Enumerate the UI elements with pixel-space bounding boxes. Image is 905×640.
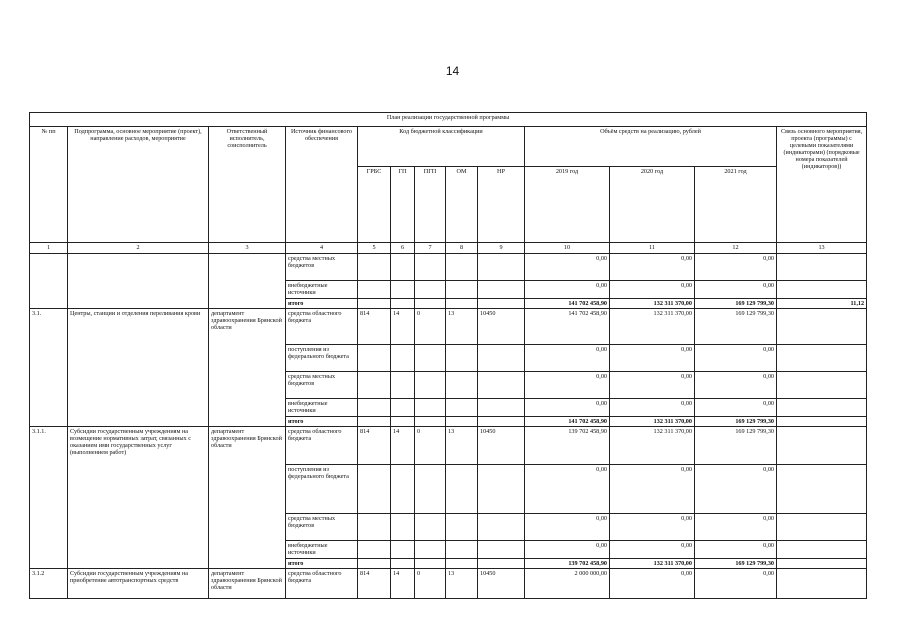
- pgp-cell: [415, 372, 446, 399]
- grbs-cell: 814: [358, 309, 391, 345]
- value-2021: 169 129 799,30: [695, 299, 777, 309]
- table-title: План реализации государственной программы: [30, 113, 867, 127]
- gp-cell: [391, 299, 415, 309]
- activity-name: Центры, станции и отделения переливания крови: [68, 309, 209, 427]
- gp-cell: [391, 345, 415, 372]
- nr-cell: [478, 559, 525, 569]
- source-cell: поступления из федерального бюджета: [286, 465, 358, 514]
- plan-table: [29, 112, 867, 599]
- source-cell: средства областного бюджета: [286, 569, 358, 599]
- nr-cell: [478, 372, 525, 399]
- value-2020: 0,00: [610, 399, 695, 417]
- column-number: 6: [391, 243, 415, 254]
- table-row: [30, 254, 867, 281]
- pgp-cell: [415, 559, 446, 569]
- om-cell: [446, 559, 478, 569]
- table-row: [30, 427, 867, 465]
- gp-cell: [391, 417, 415, 427]
- om-cell: [446, 372, 478, 399]
- value-2021: 0,00: [695, 254, 777, 281]
- om-cell: 13: [446, 569, 478, 599]
- indicator-link: [777, 427, 867, 465]
- gp-cell: 14: [391, 309, 415, 345]
- om-cell: [446, 465, 478, 514]
- value-2019: 2 000 000,00: [525, 569, 610, 599]
- header-budget-code: Код бюджетной классификации: [358, 127, 525, 167]
- value-2021: 169 129 799,30: [695, 417, 777, 427]
- source-cell: средства местных бюджетов: [286, 372, 358, 399]
- grbs-cell: 814: [358, 427, 391, 465]
- column-number: 8: [446, 243, 478, 254]
- row-number: [30, 254, 68, 309]
- nr-cell: [478, 465, 525, 514]
- indicator-link: [777, 281, 867, 299]
- value-2021: 0,00: [695, 345, 777, 372]
- nr-cell: [478, 281, 525, 299]
- value-2020: 132 311 370,00: [610, 427, 695, 465]
- value-2021: 0,00: [695, 465, 777, 514]
- column-number: 9: [478, 243, 525, 254]
- row-number: 3.1.: [30, 309, 68, 427]
- gp-cell: 14: [391, 427, 415, 465]
- table-row: [30, 569, 867, 599]
- pgp-cell: [415, 345, 446, 372]
- pgp-cell: 0: [415, 569, 446, 599]
- gp-cell: [391, 541, 415, 559]
- value-2021: 0,00: [695, 399, 777, 417]
- value-2021: 169 129 799,30: [695, 427, 777, 465]
- grbs-cell: [358, 559, 391, 569]
- pgp-cell: 0: [415, 427, 446, 465]
- value-2020: 0,00: [610, 514, 695, 541]
- value-2020: 0,00: [610, 541, 695, 559]
- column-number: 11: [610, 243, 695, 254]
- pgp-cell: [415, 417, 446, 427]
- column-number: 12: [695, 243, 777, 254]
- om-cell: 13: [446, 309, 478, 345]
- value-2021: 0,00: [695, 514, 777, 541]
- source-cell: поступления из федерального бюджета: [286, 345, 358, 372]
- value-2020: 0,00: [610, 569, 695, 599]
- value-2019: 141 702 458,90: [525, 309, 610, 345]
- source-cell: итого: [286, 417, 358, 427]
- indicator-link: [777, 345, 867, 372]
- indicator-link: [777, 399, 867, 417]
- pgp-cell: [415, 465, 446, 514]
- indicator-link: [777, 254, 867, 281]
- row-number: 3.1.1.: [30, 427, 68, 569]
- source-cell: внебюджетные источники: [286, 281, 358, 299]
- value-2019: 141 702 458,90: [525, 299, 610, 309]
- gp-cell: [391, 559, 415, 569]
- source-cell: средства областного бюджета: [286, 309, 358, 345]
- table-body: [30, 254, 867, 599]
- grbs-cell: [358, 541, 391, 559]
- source-cell: внебюджетные источники: [286, 399, 358, 417]
- value-2020: 0,00: [610, 281, 695, 299]
- grbs-cell: [358, 465, 391, 514]
- column-number: 3: [209, 243, 286, 254]
- header-subprogram: Подпрограмма, основное мероприятие (проект), направление расходов, мероприятие: [68, 127, 209, 243]
- value-2019: 0,00: [525, 399, 610, 417]
- nr-cell: [478, 254, 525, 281]
- source-cell: итого: [286, 559, 358, 569]
- value-2021: 0,00: [695, 569, 777, 599]
- om-cell: [446, 281, 478, 299]
- responsible-executor: департамент здравоохранения Брянской области: [209, 427, 286, 569]
- value-2020: 132 311 370,00: [610, 417, 695, 427]
- responsible-executor: департамент здравоохранения Брянской области: [209, 309, 286, 427]
- column-number: 2: [68, 243, 209, 254]
- nr-cell: 10450: [478, 569, 525, 599]
- source-cell: средства областного бюджета: [286, 427, 358, 465]
- activity-name: Субсидии государственным учреждениям на возмещение нормативных затрат, связанных с оказанием ими государственных услуг (выполнением работ): [68, 427, 209, 569]
- grbs-cell: [358, 281, 391, 299]
- source-cell: средства местных бюджетов: [286, 254, 358, 281]
- source-cell: средства местных бюджетов: [286, 514, 358, 541]
- column-number: 5: [358, 243, 391, 254]
- pgp-cell: [415, 514, 446, 541]
- header-gp: ГП: [391, 167, 415, 243]
- value-2020: 0,00: [610, 254, 695, 281]
- value-2019: 139 702 458,90: [525, 427, 610, 465]
- grbs-cell: 814: [358, 569, 391, 599]
- header-2019: 2019 год: [525, 167, 610, 243]
- indicator-link: [777, 559, 867, 569]
- value-2020: 132 311 370,00: [610, 299, 695, 309]
- value-2019: 139 702 458,90: [525, 559, 610, 569]
- column-number: 10: [525, 243, 610, 254]
- header-pgp: ПГП: [415, 167, 446, 243]
- indicator-link: [777, 309, 867, 345]
- value-2020: 0,00: [610, 465, 695, 514]
- value-2019: 0,00: [525, 281, 610, 299]
- nr-cell: [478, 514, 525, 541]
- gp-cell: [391, 254, 415, 281]
- gp-cell: [391, 514, 415, 541]
- indicator-link: [777, 465, 867, 514]
- value-2019: 141 702 458,90: [525, 417, 610, 427]
- value-2021: 169 129 799,30: [695, 559, 777, 569]
- nr-cell: 10450: [478, 309, 525, 345]
- nr-cell: [478, 417, 525, 427]
- responsible-executor: департамент здравоохранения Брянской области: [209, 569, 286, 599]
- value-2020: 132 311 370,00: [610, 559, 695, 569]
- value-2019: 0,00: [525, 345, 610, 372]
- activity-name: Субсидии государственным учреждениям на приобретение автотранспортных средств: [68, 569, 209, 599]
- om-cell: [446, 417, 478, 427]
- nr-cell: [478, 299, 525, 309]
- value-2019: 0,00: [525, 541, 610, 559]
- header-responsible: Ответственный исполнитель, соисполнитель: [209, 127, 286, 243]
- header-grbs: ГРБС: [358, 167, 391, 243]
- om-cell: [446, 541, 478, 559]
- om-cell: [446, 514, 478, 541]
- header-om: ОМ: [446, 167, 478, 243]
- value-2020: 0,00: [610, 372, 695, 399]
- grbs-cell: [358, 345, 391, 372]
- indicator-link: [777, 514, 867, 541]
- om-cell: [446, 299, 478, 309]
- nr-cell: [478, 541, 525, 559]
- nr-cell: [478, 399, 525, 417]
- nr-cell: 10450: [478, 427, 525, 465]
- value-2021: 0,00: [695, 281, 777, 299]
- value-2019: 0,00: [525, 465, 610, 514]
- indicator-link: [777, 569, 867, 599]
- header-2021: 2021 год: [695, 167, 777, 243]
- table-row: [30, 309, 867, 345]
- value-2019: 0,00: [525, 372, 610, 399]
- grbs-cell: [358, 254, 391, 281]
- column-number: 1: [30, 243, 68, 254]
- activity-name: [68, 254, 209, 309]
- om-cell: 13: [446, 427, 478, 465]
- indicator-link: 11,12: [777, 299, 867, 309]
- column-number: 4: [286, 243, 358, 254]
- value-2021: 169 129 799,30: [695, 309, 777, 345]
- source-cell: итого: [286, 299, 358, 309]
- om-cell: [446, 399, 478, 417]
- value-2021: 0,00: [695, 372, 777, 399]
- column-number: 7: [415, 243, 446, 254]
- pgp-cell: [415, 254, 446, 281]
- source-cell: внебюджетные источники: [286, 541, 358, 559]
- header-nr: НР: [478, 167, 525, 243]
- pgp-cell: [415, 281, 446, 299]
- grbs-cell: [358, 299, 391, 309]
- header-2020: 2020 год: [610, 167, 695, 243]
- gp-cell: 14: [391, 569, 415, 599]
- grbs-cell: [358, 514, 391, 541]
- pgp-cell: [415, 299, 446, 309]
- header-volume: Объём средств на реализацию, рублей: [525, 127, 777, 167]
- gp-cell: [391, 465, 415, 514]
- pgp-cell: [415, 541, 446, 559]
- om-cell: [446, 254, 478, 281]
- grbs-cell: [358, 417, 391, 427]
- indicator-link: [777, 372, 867, 399]
- indicator-link: [777, 417, 867, 427]
- gp-cell: [391, 372, 415, 399]
- pgp-cell: 0: [415, 309, 446, 345]
- responsible-executor: [209, 254, 286, 309]
- column-number-row: [30, 243, 867, 254]
- grbs-cell: [358, 372, 391, 399]
- header-link: Связь основного мероприятия, проекта (программы) с целевыми показателями (индикаторами) (порядковые номера показателей (индикаторов)): [777, 127, 867, 243]
- indicator-link: [777, 541, 867, 559]
- gp-cell: [391, 399, 415, 417]
- header-source: Источник финансового обеспечения: [286, 127, 358, 243]
- value-2019: 0,00: [525, 514, 610, 541]
- value-2020: 132 311 370,00: [610, 309, 695, 345]
- nr-cell: [478, 345, 525, 372]
- column-number: 13: [777, 243, 867, 254]
- value-2021: 0,00: [695, 541, 777, 559]
- om-cell: [446, 345, 478, 372]
- page-number: 14: [445, 64, 460, 78]
- row-number: 3.1.2: [30, 569, 68, 599]
- pgp-cell: [415, 399, 446, 417]
- gp-cell: [391, 281, 415, 299]
- header-num: № пп: [30, 127, 68, 243]
- grbs-cell: [358, 399, 391, 417]
- value-2020: 0,00: [610, 345, 695, 372]
- value-2019: 0,00: [525, 254, 610, 281]
